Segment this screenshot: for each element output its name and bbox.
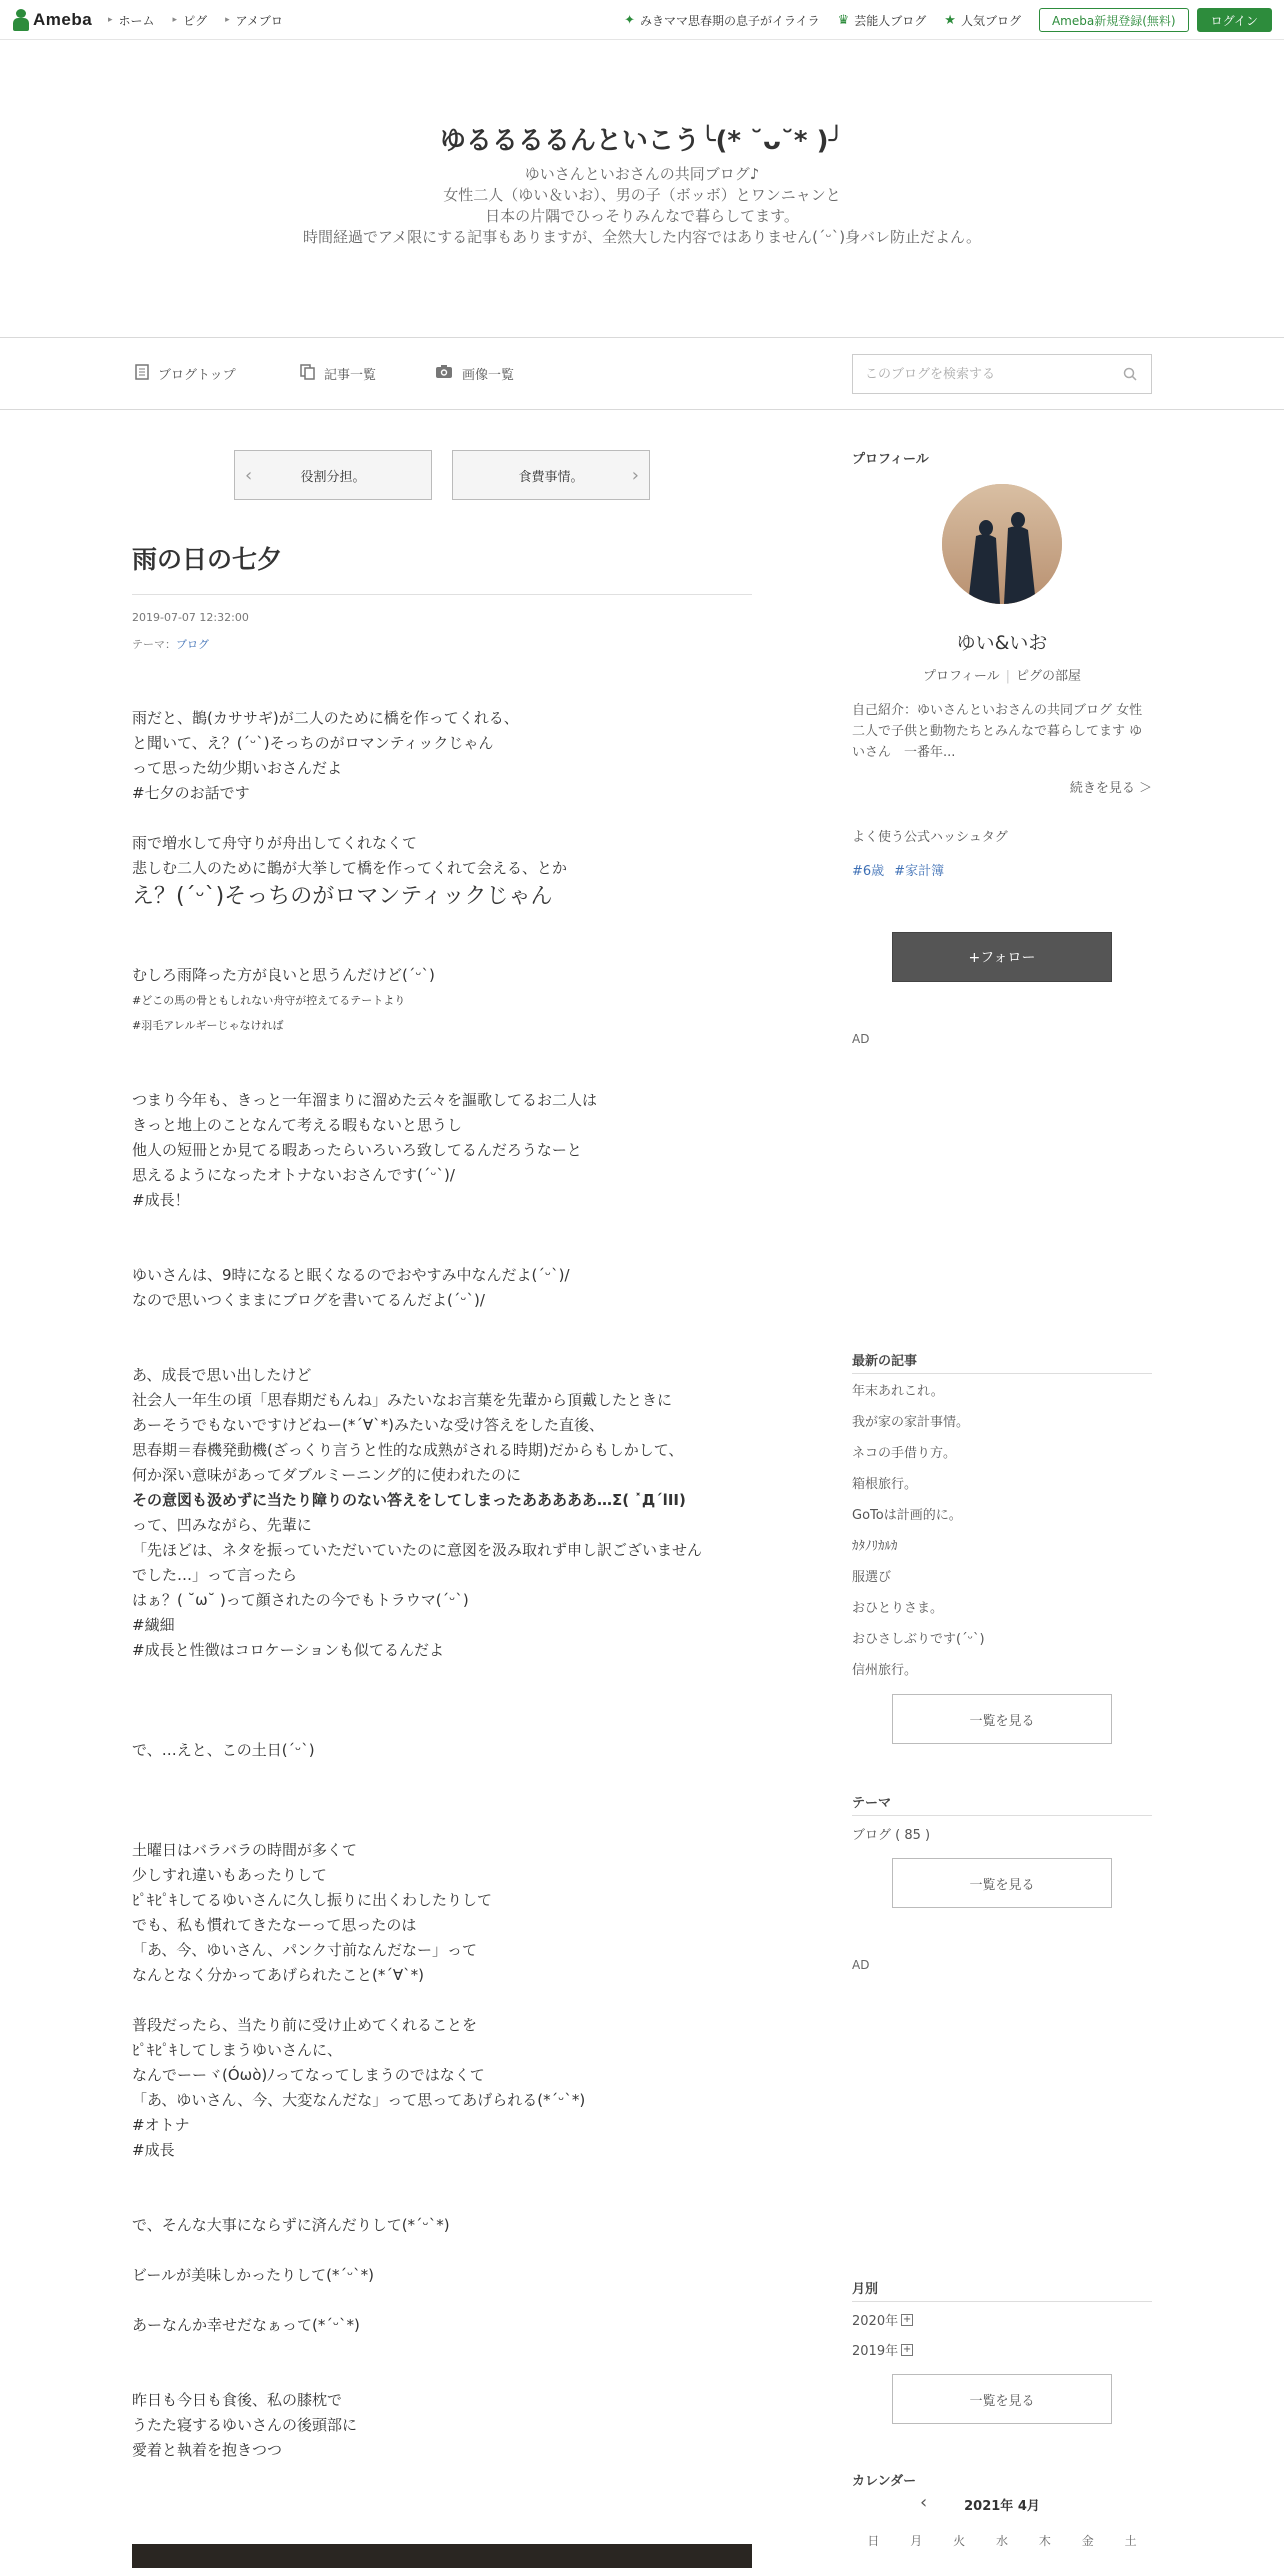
entry-paragraph: うたた寝するゆいさんの後頭部に — [132, 2416, 358, 2434]
entry-paragraph: 思春期＝春機発動機(ざっくり言うと性的な成熟がされる時期)だからもしかして、 — [132, 1441, 684, 1459]
nav-ameblo[interactable] — [225, 12, 283, 29]
weekday: 月 — [910, 2534, 923, 2548]
weekday: 火 — [953, 2534, 966, 2548]
entry-theme-prefix: テーマ： — [132, 638, 176, 651]
entry-spacer — [132, 1063, 752, 1088]
entry-photo[interactable] — [132, 2544, 752, 2568]
entry-paragraph: 愛着と執着を抱きつつ — [132, 2441, 283, 2459]
entry-body — [132, 706, 752, 2463]
prev-entry-label: 役割分担。 — [300, 469, 366, 485]
entry-paragraph: なので思いつくままにブログを書いてるんだよ(ˊᵕˋ)/ — [132, 1291, 485, 1309]
global-header — [0, 0, 1284, 40]
blog-description-line: ゆいさんといおさんの共同ブログ♪ — [524, 165, 760, 183]
entry-paragraph: 雨で増水して舟守りが舟出してくれなくて — [132, 834, 418, 852]
entry-paragraph: はぁ？( ˘ω˘ )って顔されたの今でもトラウマ(ˊᵕˋ) — [132, 1591, 469, 1609]
entry-paragraph: って、凹みながら、先輩に — [132, 1516, 312, 1534]
entry-spacer — [132, 2288, 752, 2313]
nav-pig-label: ピグ — [183, 13, 208, 28]
entry-theme — [132, 636, 209, 652]
entry-title: 雨の日の七夕 — [132, 540, 752, 595]
entry-spacer — [132, 938, 752, 963]
entry-spacer — [132, 1313, 752, 1338]
month-label: 2019年 — [852, 2344, 899, 2359]
entry-paragraph: 「先ほどは、ネタを振っていただいていたのに意図を汲み取れず申し訳ございません — [132, 1541, 703, 1559]
entry-paragraph: その意図も汲めずに当たり障りのない答えをしてしまったあああああ…Σ( ˟ДˊlII) — [132, 1491, 686, 1509]
sparkle-icon: ✦ — [624, 12, 635, 28]
entry-spacer — [132, 2188, 752, 2213]
entry-paragraph: むしろ雨降った方が良いと思うんだけど(ˊᵕˋ) — [132, 966, 435, 984]
chevron-right-icon: › — [631, 465, 639, 486]
blog-description-line: 日本の片隅でひっそりみんなで暮らしてます。 — [485, 207, 799, 225]
entry-paragraph: 雨だと、鵲(カササギ)が二人のために橋を作ってくれる、 — [132, 709, 519, 727]
entry-spacer — [132, 1763, 752, 1788]
recent-list — [852, 1380, 1152, 1690]
nav-blog-top[interactable] — [135, 338, 236, 409]
recent-heading: 最新の記事 — [852, 1354, 918, 1369]
entry-paragraph: #成長と性徴はコロケーションも似てるんだよ — [132, 1641, 444, 1659]
weekday: 金 — [1081, 2534, 1094, 2548]
pig-room-link[interactable]: ピグの部屋 — [1016, 669, 1082, 684]
ameba-logo-text: Ameba — [33, 10, 93, 29]
entry-paragraph: 何か深い意味があってダブルミーニング的に使われたのに — [132, 1466, 521, 1484]
ameba-logo[interactable] — [12, 8, 92, 32]
recent-item[interactable]: 我が家の家計事情。 — [852, 1415, 970, 1430]
chevron-left-icon[interactable]: ‹ — [920, 2492, 928, 2513]
entry-paragraph: あーなんか幸せだなぁって(*ˊᵕˋ*) — [132, 2316, 360, 2334]
entry-paragraph: #繊細 — [132, 1616, 175, 1634]
blog-search — [852, 354, 1152, 394]
entry-paragraph: あーそうでもないですけどねー(*´∀`*)みたいな受け答えをした直後、 — [132, 1416, 604, 1434]
expand-icon[interactable]: + — [902, 2343, 912, 2355]
entry-spacer — [132, 1038, 752, 1063]
entry-paragraph: でも、私も慣れてきたなーって思ったのは — [132, 1916, 417, 1934]
month-item[interactable] — [852, 2340, 913, 2359]
profile-avatar[interactable] — [942, 484, 1062, 604]
weekday: 土 — [1124, 2534, 1137, 2548]
entry-spacer — [132, 2163, 752, 2188]
calendar-month: 2021年 4月 — [964, 2499, 1040, 2514]
weekday: 木 — [1038, 2534, 1051, 2548]
entry-spacer — [132, 1338, 752, 1363]
promo-label: 芸能人ブログ — [854, 13, 927, 28]
ad-label: AD — [852, 1032, 870, 1046]
document-icon — [135, 364, 149, 384]
entry-spacer — [132, 806, 752, 831]
profile-name: ゆい&いお — [956, 632, 1048, 654]
ameba-logo-icon — [12, 9, 30, 31]
entry-paragraph: きっと地上のことなんて考える暇もないと思うし — [132, 1116, 463, 1134]
link-separator: | — [1005, 669, 1011, 684]
entry-paragraph: え？(ˊᵕˋ)そっちのがロマンティックじゃん — [132, 884, 553, 909]
entry-paragraph: 少しすれ違いもあったりして — [132, 1866, 327, 1884]
follow-button[interactable]: +フォロー — [892, 932, 1112, 982]
promo-label: 人気ブログ — [960, 13, 1021, 28]
promo-link-celebrity[interactable] — [838, 12, 927, 29]
entry-theme-link[interactable]: ブログ — [176, 638, 209, 651]
entry-spacer — [132, 2338, 752, 2363]
entry-paragraph: つまり今年も、きっと一年溜まりに溜めた云々を謳歌してるお二人は — [132, 1091, 598, 1109]
recent-item[interactable]: 服選び — [852, 1570, 892, 1585]
profile-more-link[interactable]: 続きを見る ＞ — [1069, 781, 1152, 796]
blog-description-line: 時間経過でアメ限にする記事もありますが、全然大した内容ではありません(ˊᵕˋ)身バレ防止だよん。 — [303, 228, 981, 246]
next-entry-button[interactable] — [452, 450, 650, 500]
hashtag-list — [852, 860, 954, 879]
entry-spacer — [132, 1238, 752, 1263]
entry-paragraph: 思えるようになったオトナないおさんです(ˊᵕˋ)/ — [132, 1166, 455, 1184]
nav-image-list[interactable] — [435, 338, 514, 409]
entry-paragraph: #オトナ — [132, 2116, 190, 2134]
entry-spacer — [132, 2238, 752, 2263]
ad-label: AD — [852, 1958, 870, 1972]
monthly-list-button[interactable]: 一覧を見る — [892, 2374, 1112, 2424]
entry-paragraph: 悲しむ二人のために鵲が大挙して橋を作ってくれて会える、とか — [132, 859, 568, 877]
recent-item[interactable]: おひとりさま。 — [852, 1601, 944, 1616]
month-item[interactable] — [852, 2310, 913, 2329]
entry-paragraph: でした…」って言ったら — [132, 1566, 298, 1584]
entry-paragraph: 社会人一年生の頃「思春期だもんね」みたいなお言葉を先輩から頂戴したときに — [132, 1391, 673, 1409]
prev-entry-button[interactable] — [234, 450, 432, 500]
hashtag-heading: よく使う公式ハッシュタグ — [852, 830, 1008, 845]
nav-image-list-label: 画像一覧 — [462, 368, 515, 383]
weekday: 水 — [996, 2534, 1009, 2548]
nav-home-label: ホーム — [118, 13, 155, 28]
entry-date: 2019-07-07 12:32:00 — [132, 611, 249, 624]
blog-header — [0, 40, 1284, 337]
profile-link[interactable]: プロフィール — [922, 669, 1000, 684]
entry-spacer — [132, 1813, 752, 1838]
blog-nav — [0, 337, 1284, 410]
monthly-rule — [852, 2301, 1152, 2302]
calendar-heading: カレンダー — [852, 2474, 917, 2489]
theme-item[interactable]: ブログ ( 85 ) — [852, 1828, 931, 1843]
global-nav — [108, 0, 301, 40]
entry-paragraph: 昨日も今日も食後、私の膝枕で — [132, 2391, 343, 2409]
theme-rule — [852, 1815, 1152, 1816]
entry-spacer — [132, 1213, 752, 1238]
entry-paragraph: と聞いて、え？(ˊᵕˋ)そっちのがロマンティックじゃん — [132, 734, 494, 752]
nav-pig[interactable] — [173, 12, 208, 29]
entry-paragraph: #どこの馬の骨ともしれない舟守が控えてるテートより — [132, 994, 406, 1007]
entry-paragraph: #成長 — [132, 2141, 175, 2159]
recent-rule — [852, 1373, 1152, 1374]
hashtag-link[interactable]: #家計簿 — [894, 864, 945, 879]
nav-entry-list[interactable] — [300, 338, 376, 409]
entry-paragraph: なんでーーヾ(Óωò)ﾉってなってしまうのではなくて — [132, 2066, 485, 2084]
entry-spacer — [132, 2363, 752, 2388]
theme-heading: テーマ — [852, 1796, 892, 1811]
entry-paragraph: ゆいさんは、9時になると眠くなるのでおやすみ中なんだよ(ˊᵕˋ)/ — [132, 1266, 570, 1284]
recent-item[interactable]: GoToは計画的に。 — [852, 1508, 962, 1523]
entry-paragraph: 土曜日はバラバラの時間が多くて — [132, 1841, 358, 1859]
recent-item[interactable]: おひさしぶりです(ˊᵕˋ) — [852, 1632, 985, 1647]
calendar-weekdays — [852, 2532, 1152, 2549]
recent-list-button[interactable]: 一覧を見る — [892, 1694, 1112, 1744]
chevron-right-icon: ▸ — [172, 15, 178, 25]
crown-icon: ♛ — [837, 12, 850, 28]
profile-heading: プロフィール — [852, 452, 929, 467]
entry-paragraph: ﾋﾟｷﾋﾟｷしてしまうゆいさんに、 — [132, 2041, 343, 2059]
recent-item[interactable]: 信州旅行。 — [852, 1663, 918, 1678]
expand-icon[interactable]: + — [902, 2313, 912, 2325]
entry-paragraph: #成長！ — [132, 1191, 190, 1209]
entry-paragraph: 「あ、ゆいさん、今、大変なんだな」って思ってあげられる(*ˊᵕˋ*) — [132, 2091, 586, 2109]
entry-spacer — [132, 1688, 752, 1713]
copy-icon — [300, 364, 315, 384]
entry-paragraph: で、そんな大事にならずに済んだりして(*ˊᵕˋ*) — [132, 2216, 450, 2234]
recent-item[interactable]: 箱根旅行。 — [852, 1477, 918, 1492]
chevron-right-icon: ▸ — [108, 15, 113, 25]
nav-ameblo-label: アメブロ — [235, 13, 283, 28]
recent-item[interactable]: ｶﾀﾉﾘｶﾙｶ — [852, 1539, 898, 1554]
profile-intro: 自己紹介：ゆいさんといおさんの共同ブログ 女性二人で子供と動物たちとみんなで暮らしてます ゆいさん 一番年... — [852, 703, 1143, 760]
promo-link-popular[interactable] — [944, 12, 1021, 29]
entry-spacer — [132, 1663, 752, 1688]
entry-paragraph: ﾋﾟｷﾋﾟｷしてるゆいさんに久し振りに出くわしたりして — [132, 1891, 493, 1909]
nav-blog-top-label: ブログトップ — [158, 368, 236, 383]
entry-paragraph: で、…えと、この土日(ˊᵕˋ) — [132, 1741, 315, 1759]
entry-paragraph: ビールが美味しかったりして(*ˊᵕˋ*) — [132, 2266, 375, 2284]
entry-spacer — [132, 1988, 752, 2013]
recent-item[interactable]: ネコの手借り方。 — [852, 1446, 957, 1461]
blog-description — [0, 164, 1284, 248]
monthly-heading: 月別 — [852, 2282, 879, 2297]
entry-spacer — [132, 913, 752, 938]
theme-list-button[interactable]: 一覧を見る — [892, 1858, 1112, 1908]
next-entry-label: 食費事情。 — [518, 469, 584, 485]
weekday: 日 — [867, 2534, 880, 2548]
entry-paragraph: 他人の短冊とか見てる暇あったらいろいろ致してるんだろうなーと — [132, 1141, 582, 1159]
entry-paragraph: って思った幼少期いおさんだよ — [132, 759, 343, 777]
chevron-right-icon: ▸ — [225, 15, 230, 25]
month-label: 2020年 — [852, 2314, 899, 2329]
entry-paragraph: あ、成長で思い出したけど — [132, 1366, 312, 1384]
blog-search-input[interactable] — [853, 355, 1115, 393]
entry-spacer — [132, 1788, 752, 1813]
camera-icon — [435, 364, 453, 383]
global-actions — [624, 0, 1272, 40]
promo-label: みきママ思春期の息子がイライラ — [639, 13, 820, 28]
blog-title[interactable]: ゆるるるるんといこう╰(* ˘ᴗ˘* )╯ — [439, 126, 845, 156]
entry-pager — [234, 450, 650, 500]
nav-home[interactable] — [108, 12, 155, 29]
recent-item[interactable]: 年末あれこれ。 — [852, 1384, 944, 1399]
register-button[interactable]: Ameba新規登録(無料) — [1039, 8, 1189, 32]
blog-description-line: 女性二人（ゆい＆いお）、男の子（ボッボ）とワンニャンと — [443, 186, 841, 204]
entry-paragraph: 「あ、今、ゆいさん、パンク寸前なんだなー」って — [132, 1941, 478, 1959]
entry-spacer — [132, 1713, 752, 1738]
hashtag-link[interactable]: #6歳 — [852, 864, 885, 879]
nav-entry-list-label: 記事一覧 — [324, 368, 377, 383]
entry-paragraph: #羽毛アレルギーじゃなければ — [132, 1019, 284, 1032]
login-button[interactable]: ログイン — [1197, 8, 1272, 32]
promo-link-trending[interactable] — [624, 12, 820, 29]
entry-paragraph: #七夕のお話です — [132, 784, 250, 802]
entry-paragraph: 普段だったら、当たり前に受け止めてくれることを — [132, 2016, 478, 2034]
profile-links — [852, 665, 1152, 684]
chevron-left-icon: ‹ — [245, 465, 253, 486]
star-icon: ★ — [944, 12, 956, 28]
search-icon[interactable] — [1123, 366, 1137, 380]
entry-paragraph: なんとなく分かってあげられたこと(*ˊ∀ˋ*) — [132, 1966, 424, 1984]
